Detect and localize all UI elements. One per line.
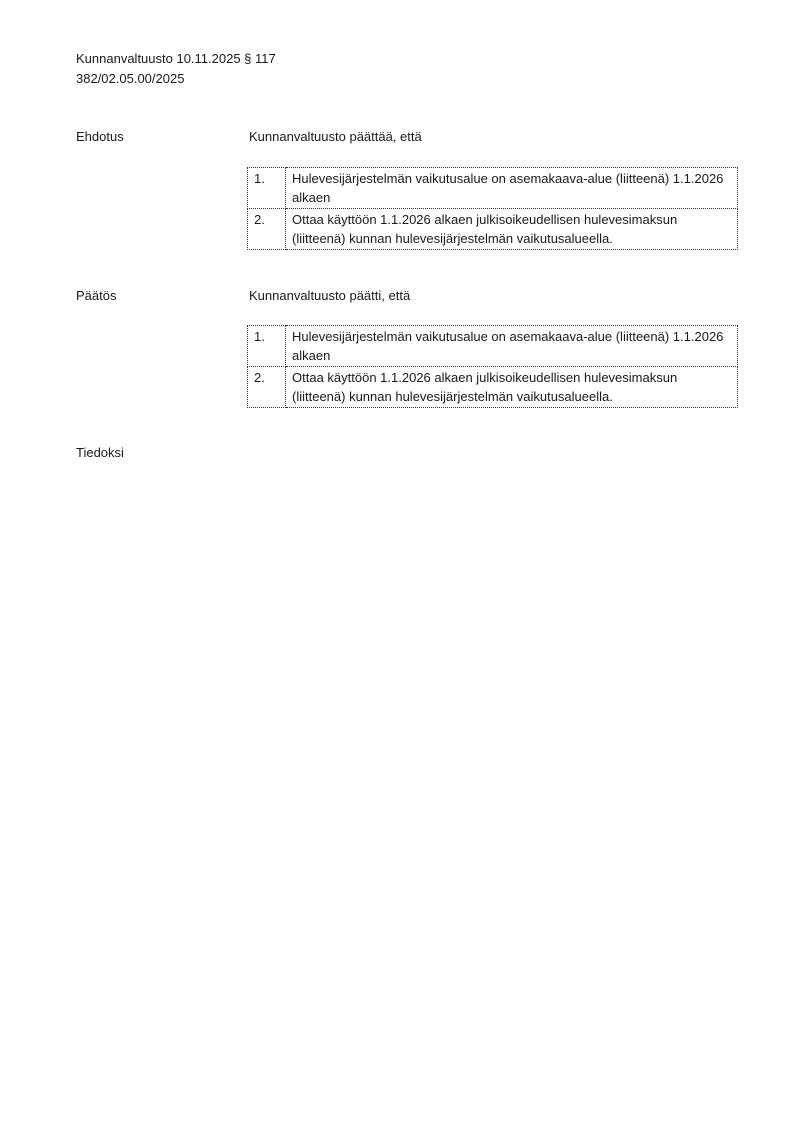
item-text: Hulevesijärjestelmän vaikutusalue on asemakaava-alue (liitteenä) 1.1.2026 alkaen [286, 168, 738, 209]
item-number: 1. [248, 326, 286, 367]
section-label-paatos: Päätös [76, 288, 117, 303]
section-label-tiedoksi: Tiedoksi [76, 445, 124, 460]
item-number: 2. [248, 209, 286, 250]
table-row [248, 326, 738, 367]
table-row [248, 367, 738, 408]
item-number: 1. [248, 168, 286, 209]
meeting-reference: Kunnanvaltuusto 10.11.2025 § 117 [76, 51, 276, 66]
record-number: 382/02.05.00/2025 [76, 71, 185, 86]
section-intro-ehdotus: Kunnanvaltuusto päättää, että [249, 129, 422, 144]
item-text: Hulevesijärjestelmän vaikutusalue on asemakaava-alue (liitteenä) 1.1.2026 alkaen [286, 326, 738, 367]
section-intro-paatos: Kunnanvaltuusto päätti, että [249, 288, 411, 303]
item-text: Ottaa käyttöön 1.1.2026 alkaen julkisoikeudellisen hulevesimaksun (liitteenä) kunnan hulevesijärjestelmän vaikutusalueella. [286, 209, 738, 250]
table-row [248, 209, 738, 250]
decision-table [247, 325, 738, 408]
item-text: Ottaa käyttöön 1.1.2026 alkaen julkisoikeudellisen hulevesimaksun (liitteenä) kunnan hulevesijärjestelmän vaikutusalueella. [286, 367, 738, 408]
item-number: 2. [248, 367, 286, 408]
proposal-table [247, 167, 738, 250]
section-label-ehdotus: Ehdotus [76, 129, 124, 144]
table-row [248, 168, 738, 209]
